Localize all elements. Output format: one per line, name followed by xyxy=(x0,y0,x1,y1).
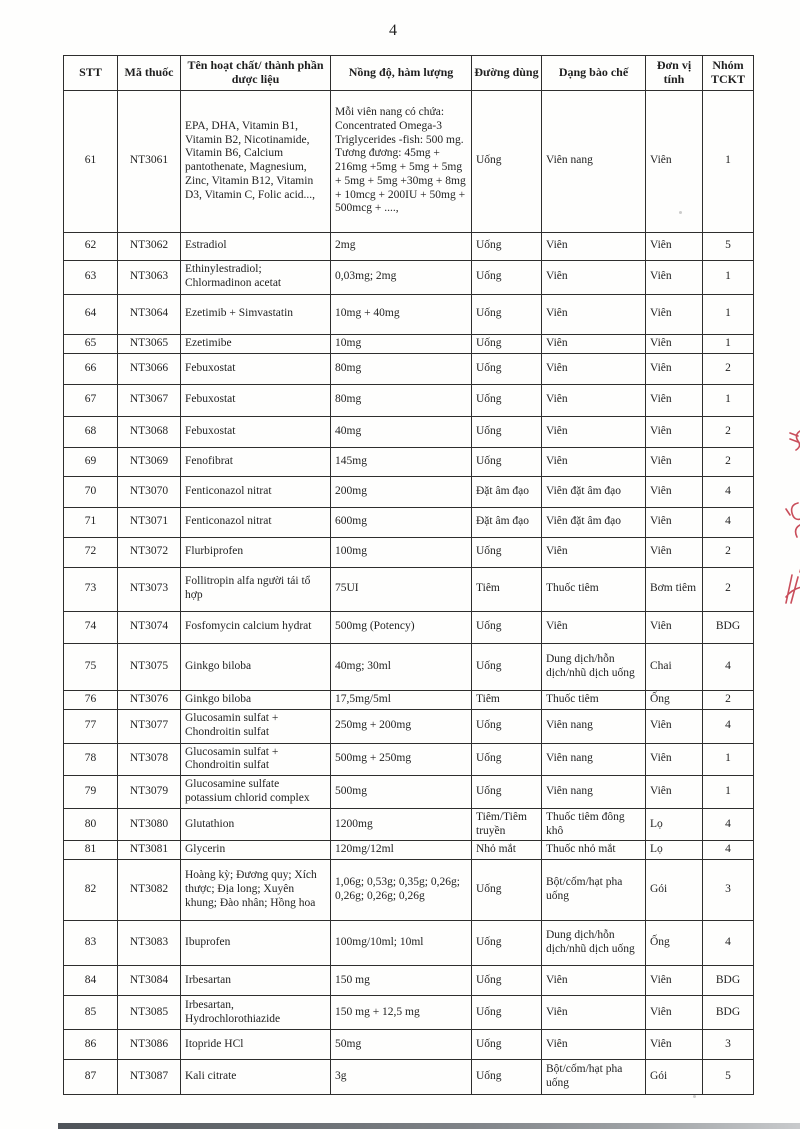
cell-stt: 75 xyxy=(64,643,118,690)
cell-ingredient-name: Febuxostat xyxy=(181,416,331,447)
cell-route: Uống xyxy=(472,384,542,416)
col-header-ten-hoat-chat: Tên hoạt chất/ thành phần dược liệu xyxy=(181,56,331,91)
cell-drug-code: NT3062 xyxy=(118,232,181,260)
cell-unit: Viên xyxy=(646,537,703,567)
cell-route: Uống xyxy=(472,743,542,776)
cell-unit: Viên xyxy=(646,384,703,416)
cell-strength: 150 mg + 12,5 mg xyxy=(331,996,472,1030)
col-header-duong-dung: Đường dùng xyxy=(472,56,542,91)
table-header xyxy=(64,56,754,91)
cell-route: Uống xyxy=(472,294,542,334)
col-header-stt: STT xyxy=(64,56,118,91)
cell-drug-code: NT3079 xyxy=(118,776,181,809)
cell-drug-code: NT3075 xyxy=(118,643,181,690)
cell-dosage-form: Viên xyxy=(542,416,646,447)
cell-ingredient-name: Fenticonazol nitrat xyxy=(181,507,331,537)
cell-ingredient-name: Flurbiprofen xyxy=(181,537,331,567)
cell-dosage-form: Viên xyxy=(542,996,646,1030)
cell-tckt-group: 1 xyxy=(703,294,754,334)
cell-drug-code: NT3081 xyxy=(118,841,181,860)
cell-strength: 80mg xyxy=(331,384,472,416)
cell-dosage-form: Viên đặt âm đạo xyxy=(542,476,646,507)
table-row xyxy=(64,743,754,776)
cell-unit: Ống xyxy=(646,690,703,709)
cell-ingredient-name: Glycerin xyxy=(181,841,331,860)
cell-drug-code: NT3067 xyxy=(118,384,181,416)
cell-dosage-form: Viên xyxy=(542,447,646,476)
cell-route: Uống xyxy=(472,537,542,567)
cell-route: Uống xyxy=(472,966,542,996)
cell-route: Uống xyxy=(472,334,542,353)
cell-drug-code: NT3076 xyxy=(118,690,181,709)
cell-drug-code: NT3077 xyxy=(118,709,181,743)
cell-route: Uống xyxy=(472,232,542,260)
col-header-dang-bao-che: Dạng bào chế xyxy=(542,56,646,91)
cell-unit: Viên xyxy=(646,476,703,507)
cell-unit: Gói xyxy=(646,1060,703,1095)
cell-tckt-group: 1 xyxy=(703,90,754,232)
cell-route: Đặt âm đạo xyxy=(472,507,542,537)
cell-stt: 65 xyxy=(64,334,118,353)
cell-route: Uống xyxy=(472,447,542,476)
page-number: 4 xyxy=(389,22,397,39)
cell-strength: 10mg xyxy=(331,334,472,353)
cell-dosage-form: Viên xyxy=(542,537,646,567)
cell-tckt-group: BDG xyxy=(703,996,754,1030)
cell-ingredient-name: Fosfomycin calcium hydrat xyxy=(181,611,331,643)
cell-ingredient-name: Follitropin alfa người tái tổ hợp xyxy=(181,567,331,611)
cell-route: Uống xyxy=(472,921,542,966)
cell-dosage-form: Thuốc tiêm đông khô xyxy=(542,808,646,841)
cell-drug-code: NT3078 xyxy=(118,743,181,776)
cell-route: Uống xyxy=(472,90,542,232)
cell-stt: 64 xyxy=(64,294,118,334)
cell-dosage-form: Viên xyxy=(542,1030,646,1060)
cell-ingredient-name: Glucosamin sulfat + Chondroitin sulfat xyxy=(181,743,331,776)
cell-ingredient-name: Fenticonazol nitrat xyxy=(181,476,331,507)
cell-tckt-group: 1 xyxy=(703,260,754,294)
table-row xyxy=(64,294,754,334)
table-row xyxy=(64,567,754,611)
cell-ingredient-name: Febuxostat xyxy=(181,353,331,384)
cell-tckt-group: 2 xyxy=(703,353,754,384)
cell-drug-code: NT3071 xyxy=(118,507,181,537)
table-row xyxy=(64,334,754,353)
cell-drug-code: NT3085 xyxy=(118,996,181,1030)
cell-stt: 70 xyxy=(64,476,118,507)
cell-tckt-group: 5 xyxy=(703,1060,754,1095)
cell-strength: 17,5mg/5ml xyxy=(331,690,472,709)
cell-unit: Viên xyxy=(646,416,703,447)
cell-route: Uống xyxy=(472,416,542,447)
cell-unit: Viên xyxy=(646,709,703,743)
table-row xyxy=(64,966,754,996)
cell-ingredient-name: Glutathion xyxy=(181,808,331,841)
cell-tckt-group: 2 xyxy=(703,416,754,447)
cell-stt: 74 xyxy=(64,611,118,643)
cell-drug-code: NT3064 xyxy=(118,294,181,334)
table-row xyxy=(64,476,754,507)
cell-tckt-group: 4 xyxy=(703,709,754,743)
cell-strength: 145mg xyxy=(331,447,472,476)
cell-dosage-form: Dung dịch/hỗn dịch/nhũ dịch uống xyxy=(542,643,646,690)
cell-strength: 500mg (Potency) xyxy=(331,611,472,643)
cell-unit: Viên xyxy=(646,447,703,476)
cell-dosage-form: Viên xyxy=(542,353,646,384)
cell-dosage-form: Thuốc nhỏ mắt xyxy=(542,841,646,860)
cell-route: Đặt âm đạo xyxy=(472,476,542,507)
cell-ingredient-name: Ezetimib + Simvastatin xyxy=(181,294,331,334)
cell-ingredient-name: Itopride HCl xyxy=(181,1030,331,1060)
cell-route: Uống xyxy=(472,996,542,1030)
cell-dosage-form: Viên xyxy=(542,966,646,996)
cell-route: Uống xyxy=(472,643,542,690)
cell-stt: 78 xyxy=(64,743,118,776)
table-row xyxy=(64,841,754,860)
cell-drug-code: NT3087 xyxy=(118,1060,181,1095)
table-row xyxy=(64,90,754,232)
table-row xyxy=(64,921,754,966)
cell-tckt-group: 4 xyxy=(703,643,754,690)
header-row xyxy=(64,56,754,91)
cell-unit: Viên xyxy=(646,966,703,996)
cell-tckt-group: 2 xyxy=(703,690,754,709)
cell-unit: Lọ xyxy=(646,841,703,860)
cell-stt: 71 xyxy=(64,507,118,537)
cell-strength: 50mg xyxy=(331,1030,472,1060)
scan-speck xyxy=(679,211,682,214)
cell-drug-code: NT3061 xyxy=(118,90,181,232)
cell-stt: 63 xyxy=(64,260,118,294)
cell-stt: 62 xyxy=(64,232,118,260)
cell-ingredient-name: Irbesartan, Hydrochlorothiazide xyxy=(181,996,331,1030)
cell-strength: 100mg xyxy=(331,537,472,567)
cell-tckt-group: 4 xyxy=(703,921,754,966)
cell-drug-code: NT3086 xyxy=(118,1030,181,1060)
table-row xyxy=(64,260,754,294)
cell-dosage-form: Thuốc tiêm xyxy=(542,690,646,709)
table-row xyxy=(64,353,754,384)
table-body xyxy=(64,90,754,1095)
cell-stt: 73 xyxy=(64,567,118,611)
cell-ingredient-name: Ethinylestradiol; Chlormadinon acetat xyxy=(181,260,331,294)
table-row xyxy=(64,447,754,476)
cell-drug-code: NT3073 xyxy=(118,567,181,611)
cell-ingredient-name: EPA, DHA, Vitamin B1, Vitamin B2, Nicotinamide, Vitamin B6, Calcium pantothenate, Magnesium, Zinc, Vitamin B12, Vitamin D3, Vitamin C, Folic acid..., xyxy=(181,90,331,232)
cell-unit: Gói xyxy=(646,860,703,921)
cell-drug-code: NT3074 xyxy=(118,611,181,643)
cell-dosage-form: Viên nang xyxy=(542,90,646,232)
cell-tckt-group: 1 xyxy=(703,384,754,416)
cell-dosage-form: Viên nang xyxy=(542,743,646,776)
cell-ingredient-name: Kali citrate xyxy=(181,1060,331,1095)
cell-route: Uống xyxy=(472,1060,542,1095)
cell-route: Uống xyxy=(472,611,542,643)
cell-dosage-form: Viên xyxy=(542,294,646,334)
cell-drug-code: NT3063 xyxy=(118,260,181,294)
cell-ingredient-name: Glucosamin sulfat + Chondroitin sulfat xyxy=(181,709,331,743)
cell-stt: 82 xyxy=(64,860,118,921)
table-row xyxy=(64,1030,754,1060)
cell-dosage-form: Viên xyxy=(542,611,646,643)
table-row xyxy=(64,776,754,809)
cell-tckt-group: BDG xyxy=(703,611,754,643)
cell-ingredient-name: Febuxostat xyxy=(181,384,331,416)
table-row xyxy=(64,709,754,743)
cell-unit: Viên xyxy=(646,1030,703,1060)
cell-tckt-group: 4 xyxy=(703,476,754,507)
cell-strength: 80mg xyxy=(331,353,472,384)
cell-ingredient-name: Hoàng kỳ; Đương quy; Xích thược; Địa long; Xuyên khung; Đào nhân; Hồng hoa xyxy=(181,860,331,921)
cell-unit: Viên xyxy=(646,334,703,353)
cell-dosage-form: Viên nang xyxy=(542,776,646,809)
cell-route: Uống xyxy=(472,776,542,809)
cell-strength: Mỗi viên nang có chứa: Concentrated Omega-3 Triglycerides -fish: 500 mg. Tương đương: 45mg + 216mg +5mg + 5mg + 5mg + 5mg + 5mg +30mg + 8mg + 10mcg + 200IU + 50mg + 500mcg + ...., xyxy=(331,90,472,232)
cell-strength: 600mg xyxy=(331,507,472,537)
cell-unit: Bơm tiêm xyxy=(646,567,703,611)
table-row xyxy=(64,507,754,537)
table-row xyxy=(64,690,754,709)
cell-tckt-group: BDG xyxy=(703,966,754,996)
cell-route: Tiêm/Tiêm truyền xyxy=(472,808,542,841)
cell-unit: Viên xyxy=(646,353,703,384)
col-header-don-vi-tinh: Đơn vị tính xyxy=(646,56,703,91)
cell-dosage-form: Bột/cốm/hạt pha uống xyxy=(542,860,646,921)
cell-dosage-form: Bột/cốm/hạt pha uống xyxy=(542,1060,646,1095)
cell-dosage-form: Viên xyxy=(542,232,646,260)
cell-stt: 84 xyxy=(64,966,118,996)
cell-strength: 40mg; 30ml xyxy=(331,643,472,690)
cell-ingredient-name: Ibuprofen xyxy=(181,921,331,966)
cell-unit: Viên xyxy=(646,90,703,232)
cell-tckt-group: 2 xyxy=(703,537,754,567)
cell-tckt-group: 1 xyxy=(703,776,754,809)
cell-stt: 86 xyxy=(64,1030,118,1060)
cell-strength: 100mg/10ml; 10ml xyxy=(331,921,472,966)
cell-ingredient-name: Ginkgo biloba xyxy=(181,690,331,709)
col-header-ma-thuoc: Mã thuốc xyxy=(118,56,181,91)
cell-drug-code: NT3084 xyxy=(118,966,181,996)
cell-dosage-form: Viên đặt âm đạo xyxy=(542,507,646,537)
cell-drug-code: NT3083 xyxy=(118,921,181,966)
cell-unit: Viên xyxy=(646,232,703,260)
cell-stt: 76 xyxy=(64,690,118,709)
cell-route: Uống xyxy=(472,709,542,743)
cell-ingredient-name: Irbesartan xyxy=(181,966,331,996)
table-row xyxy=(64,232,754,260)
cell-unit: Viên xyxy=(646,294,703,334)
cell-ingredient-name: Ezetimibe xyxy=(181,334,331,353)
table-row xyxy=(64,996,754,1030)
cell-stt: 87 xyxy=(64,1060,118,1095)
cell-stt: 83 xyxy=(64,921,118,966)
table-row xyxy=(64,611,754,643)
cell-ingredient-name: Glucosamine sulfate potassium chlorid complex xyxy=(181,776,331,809)
cell-route: Uống xyxy=(472,860,542,921)
cell-strength: 250mg + 200mg xyxy=(331,709,472,743)
cell-stt: 72 xyxy=(64,537,118,567)
cell-drug-code: NT3080 xyxy=(118,808,181,841)
cell-drug-code: NT3072 xyxy=(118,537,181,567)
cell-dosage-form: Thuốc tiêm xyxy=(542,567,646,611)
cell-ingredient-name: Estradiol xyxy=(181,232,331,260)
cell-stt: 81 xyxy=(64,841,118,860)
scan-speck xyxy=(693,1095,696,1098)
cell-unit: Viên xyxy=(646,996,703,1030)
cell-drug-code: NT3069 xyxy=(118,447,181,476)
scan-shadow xyxy=(58,1123,800,1129)
cell-unit: Chai xyxy=(646,643,703,690)
cell-stt: 79 xyxy=(64,776,118,809)
cell-tckt-group: 3 xyxy=(703,860,754,921)
col-header-nong-do: Nồng độ, hàm lượng xyxy=(331,56,472,91)
table-row xyxy=(64,643,754,690)
cell-strength: 500mg xyxy=(331,776,472,809)
cell-strength: 500mg + 250mg xyxy=(331,743,472,776)
cell-unit: Viên xyxy=(646,611,703,643)
cell-unit: Viên xyxy=(646,743,703,776)
cell-drug-code: NT3065 xyxy=(118,334,181,353)
table-row xyxy=(64,860,754,921)
cell-strength: 0,03mg; 2mg xyxy=(331,260,472,294)
table-row xyxy=(64,808,754,841)
table-row xyxy=(64,537,754,567)
cell-stt: 80 xyxy=(64,808,118,841)
cell-stt: 67 xyxy=(64,384,118,416)
cell-stt: 85 xyxy=(64,996,118,1030)
cell-dosage-form: Viên xyxy=(542,260,646,294)
cell-dosage-form: Viên xyxy=(542,334,646,353)
cell-stt: 69 xyxy=(64,447,118,476)
cell-dosage-form: Viên xyxy=(542,384,646,416)
cell-stt: 61 xyxy=(64,90,118,232)
table-row xyxy=(64,384,754,416)
cell-strength: 200mg xyxy=(331,476,472,507)
cell-strength: 40mg xyxy=(331,416,472,447)
cell-ingredient-name: Fenofibrat xyxy=(181,447,331,476)
cell-dosage-form: Viên nang xyxy=(542,709,646,743)
cell-dosage-form: Dung dịch/hỗn dịch/nhũ dịch uống xyxy=(542,921,646,966)
cell-tckt-group: 1 xyxy=(703,334,754,353)
col-header-nhom-tckt: Nhóm TCKT xyxy=(703,56,754,91)
cell-tckt-group: 5 xyxy=(703,232,754,260)
table-row xyxy=(64,1060,754,1095)
cell-stt: 68 xyxy=(64,416,118,447)
cell-unit: Viên xyxy=(646,776,703,809)
cell-stt: 66 xyxy=(64,353,118,384)
cell-unit: Viên xyxy=(646,507,703,537)
cell-strength: 75UI xyxy=(331,567,472,611)
table-row xyxy=(64,416,754,447)
cell-ingredient-name: Ginkgo biloba xyxy=(181,643,331,690)
cell-stt: 77 xyxy=(64,709,118,743)
cell-route: Nhỏ mắt xyxy=(472,841,542,860)
cell-drug-code: NT3068 xyxy=(118,416,181,447)
cell-tckt-group: 1 xyxy=(703,743,754,776)
cell-route: Uống xyxy=(472,1030,542,1060)
cell-strength: 1200mg xyxy=(331,808,472,841)
cell-drug-code: NT3066 xyxy=(118,353,181,384)
cell-tckt-group: 2 xyxy=(703,447,754,476)
cell-tckt-group: 4 xyxy=(703,808,754,841)
cell-tckt-group: 2 xyxy=(703,567,754,611)
cell-strength: 2mg xyxy=(331,232,472,260)
cell-drug-code: NT3082 xyxy=(118,860,181,921)
cell-route: Tiêm xyxy=(472,567,542,611)
cell-strength: 120mg/12ml xyxy=(331,841,472,860)
cell-tckt-group: 4 xyxy=(703,507,754,537)
cell-drug-code: NT3070 xyxy=(118,476,181,507)
handwritten-margin-note xyxy=(778,425,800,655)
cell-strength: 10mg + 40mg xyxy=(331,294,472,334)
cell-tckt-group: 4 xyxy=(703,841,754,860)
cell-tckt-group: 3 xyxy=(703,1030,754,1060)
cell-unit: Viên xyxy=(646,260,703,294)
cell-strength: 150 mg xyxy=(331,966,472,996)
cell-unit: Ống xyxy=(646,921,703,966)
cell-strength: 3g xyxy=(331,1060,472,1095)
cell-route: Uống xyxy=(472,353,542,384)
cell-route: Uống xyxy=(472,260,542,294)
cell-strength: 1,06g; 0,53g; 0,35g; 0,26g; 0,26g; 0,26g; 0,26g xyxy=(331,860,472,921)
cell-route: Tiêm xyxy=(472,690,542,709)
cell-unit: Lọ xyxy=(646,808,703,841)
drug-list-table xyxy=(63,55,754,1095)
